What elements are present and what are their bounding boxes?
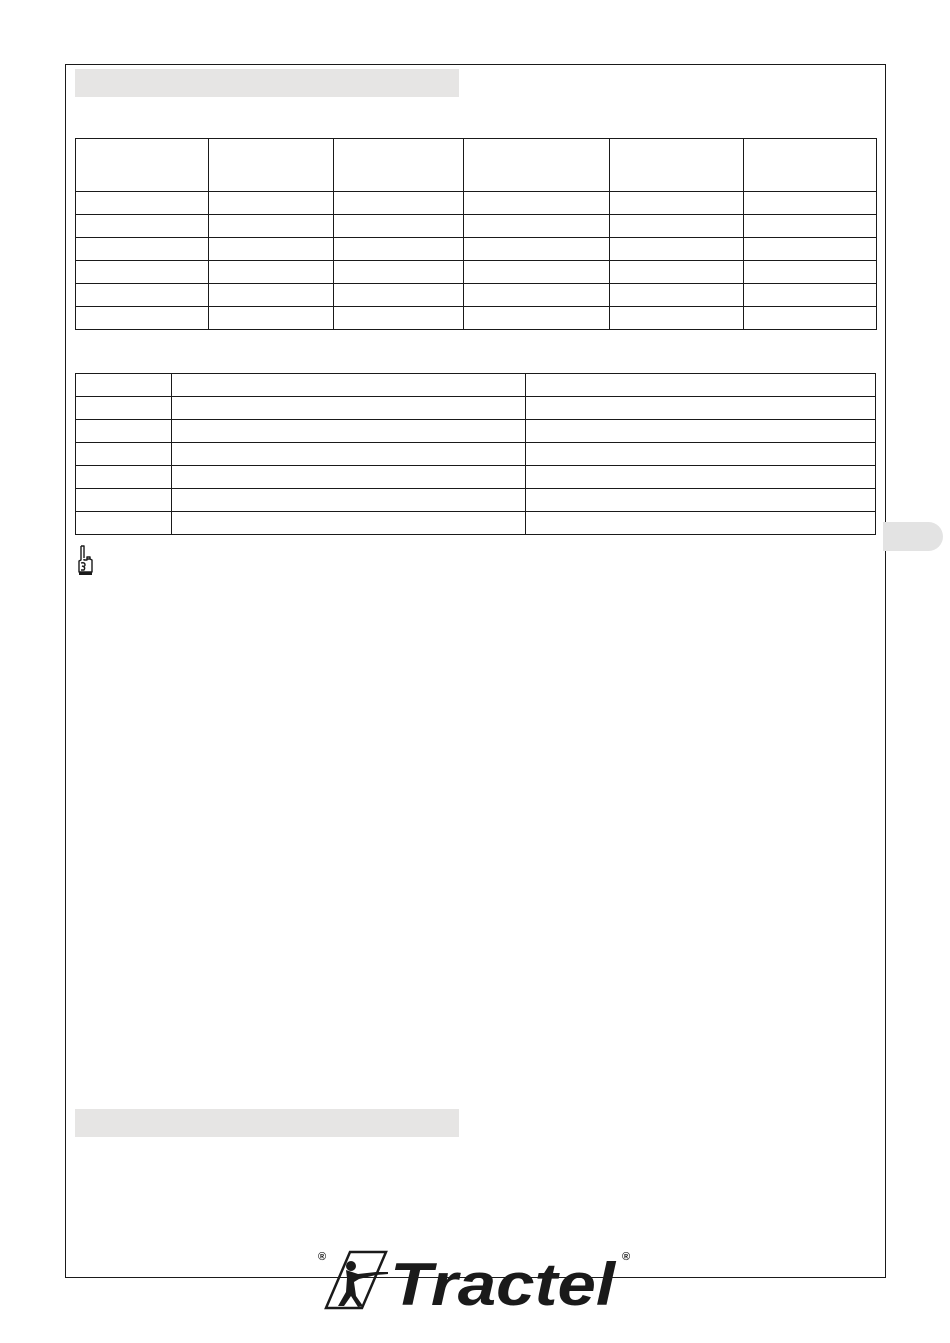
side-tab (883, 522, 943, 551)
table-cell (76, 489, 172, 512)
table-cell (172, 420, 526, 443)
footer-rule-right (634, 1277, 886, 1278)
table-cell (172, 466, 526, 489)
table-cell (76, 261, 209, 284)
header-cell (209, 139, 334, 192)
table-cell (334, 307, 464, 330)
table-cell (76, 397, 172, 420)
footer-rule-left (65, 1277, 315, 1278)
table-cell (610, 238, 744, 261)
table-cell (610, 261, 744, 284)
registered-mark: ® (622, 1251, 631, 1263)
table-cell (526, 443, 876, 466)
table-cell (610, 284, 744, 307)
table-cell (744, 284, 877, 307)
data-table-2 (75, 373, 876, 535)
tractel-logo (316, 1248, 636, 1310)
table-cell (610, 215, 744, 238)
table-cell (76, 374, 172, 397)
table-cell (76, 215, 209, 238)
table-cell (334, 192, 464, 215)
table-cell (76, 512, 172, 535)
table-cell (76, 192, 209, 215)
table-cell (526, 397, 876, 420)
table-cell (209, 284, 334, 307)
table-cell (172, 512, 526, 535)
table-cell (610, 307, 744, 330)
table-cell (464, 307, 610, 330)
table-header-row (76, 139, 877, 192)
table-cell (334, 238, 464, 261)
table-cell (744, 192, 877, 215)
table-cell (76, 466, 172, 489)
registered-mark: ® (318, 1251, 327, 1263)
header-cell (76, 139, 209, 192)
header-cell (334, 139, 464, 192)
table-row (76, 374, 876, 397)
table-cell (464, 215, 610, 238)
table-row (76, 466, 876, 489)
table-cell (464, 261, 610, 284)
table-row (76, 238, 877, 261)
section-heading-bar (75, 69, 459, 97)
table-cell (526, 420, 876, 443)
table-cell (464, 284, 610, 307)
header-cell (464, 139, 610, 192)
table-cell (209, 261, 334, 284)
table-cell (76, 443, 172, 466)
data-table-1 (75, 138, 877, 330)
table-row (76, 284, 877, 307)
table-cell (526, 489, 876, 512)
table-cell (172, 489, 526, 512)
logo-wordmark: Tractel (390, 1251, 617, 1310)
table-cell (526, 374, 876, 397)
table-row (76, 215, 877, 238)
table-cell (526, 466, 876, 489)
table-cell (334, 284, 464, 307)
pointing-hand-icon (74, 544, 98, 576)
table-cell (610, 192, 744, 215)
table-row (76, 307, 877, 330)
table-cell (172, 397, 526, 420)
table-cell (209, 192, 334, 215)
table-cell (744, 238, 877, 261)
table-cell (209, 307, 334, 330)
table-row (76, 420, 876, 443)
table-cell (209, 238, 334, 261)
header-cell (744, 139, 877, 192)
table-row (76, 443, 876, 466)
table-cell (76, 307, 209, 330)
table-row (76, 512, 876, 535)
table-cell (76, 284, 209, 307)
table-cell (334, 215, 464, 238)
table-cell (464, 238, 610, 261)
table-cell (172, 374, 526, 397)
table-cell (334, 261, 464, 284)
table-cell (744, 261, 877, 284)
table-cell (172, 443, 526, 466)
table-cell (76, 420, 172, 443)
header-cell (610, 139, 744, 192)
table-cell (744, 307, 877, 330)
table-cell (526, 512, 876, 535)
section-heading-bar (75, 1109, 459, 1137)
table-cell (209, 215, 334, 238)
table-row (76, 261, 877, 284)
table-cell (76, 238, 209, 261)
table-cell (744, 215, 877, 238)
table-row (76, 397, 876, 420)
table-cell (464, 192, 610, 215)
table-row (76, 489, 876, 512)
table-row (76, 192, 877, 215)
